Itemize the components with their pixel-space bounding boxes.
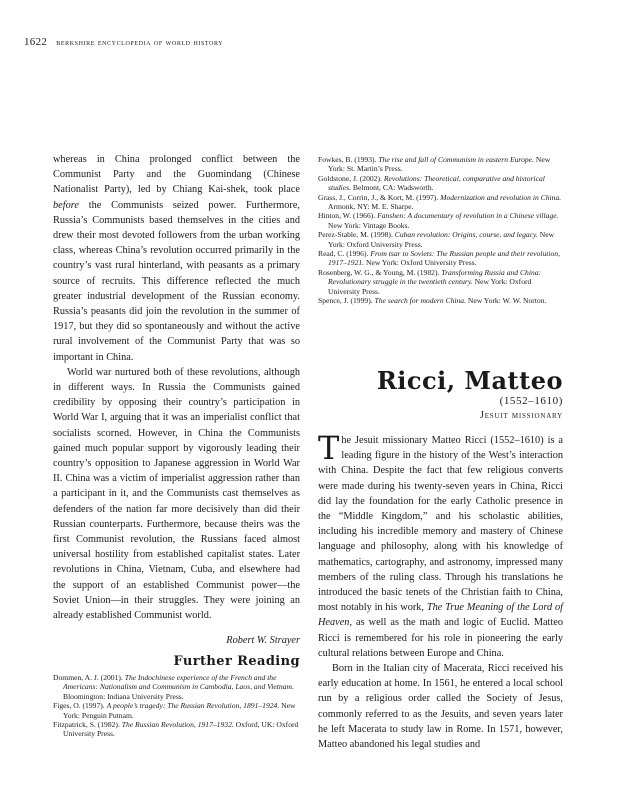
left-column (53, 152, 300, 649)
reference-item: Fitzpatrick, S. (1982). The Russian Revolution, 1917–1932. Oxford, UK: Oxford University Press. (53, 720, 299, 739)
left-paragraph-2: World war nurtured both of these revolutions, although in different ways. In Russia the Communists gained credibility by opposing their country’s participation in World War I, arguing that it was an imperialist conflict that socialists scorned. However, in China the Communists gained much popular support by vigorously leading their country’s opposition to Japanese aggression in World War II. China was a victim of imperialist aggression rather than a participant in it, and the Communists cast themselves as defenders of the nation far more decisively than did their Russian counterparts. Furthermore, because theirs was the first Communist revolution, the Russians faced almost universal hostility from established capitalist states. Later revolutions in China, Vietnam, Cuba, and elsewhere had the support of an established Communist power—the Soviet Union—in their struggles. They were joining an already established Communist world. (53, 366, 300, 622)
left-paragraph-1: whereas in China prolonged conflict between the Communist Party and the Guomindang (Chinese Nationalist Party), led by Chiang Kai-shek, took place before the Communists seized power. Furthermore, Russia’s Communists based themselves in the cities and drew their most devoted followers from the urban working class, whereas China’s revolution occurred primarily in the country’s vast rural hinterland, with peasants as a primary source of recruits. This difference reflected the much greater industrial development of the Russian economy. Russia’s peasants did join the revolution in the summer of 1917, but they did so spontaneously and without the active rural involvement of the Communist Party that was so important in China. (53, 154, 300, 363)
reference-item: Read, C. (1996). From tsar to Soviets: The Russian people and their revolution, 1917–1921. New York: Oxford University Press. (318, 249, 560, 268)
article-paragraph-2: Born in the Italian city of Macerata, Ricci received his early education at home. In 1561, he entered a local school run by a religious order called the Society of Jesus, commonly referred to as the Jesuits, and seven years later he left Macerata to study law in Rome. In 1571, however, Matteo abandoned his legal studies and (318, 663, 563, 751)
book-title: berkshire encyclopedia of world history (56, 37, 224, 47)
author-byline: Robert W. Strayer (226, 635, 300, 647)
reference-item: Hinton, W. (1966). Fanshen: A documentary of revolution in a Chinese village. New York: Vintage Books. (318, 211, 559, 230)
reference-item: Dommen, A. J. (2001). The Indochinese experience of the French and the Americans: Nationalism and Communism in Cambodia, Laos, and Vietnam. Bloomington: Indiana University Press. (53, 673, 294, 701)
page-number: 1622 (24, 36, 48, 48)
references-left (53, 673, 300, 739)
article-subtitle: Jesuit missionary (480, 410, 563, 421)
reference-item: Grass, J., Corrin, J., & Kort, M. (1997). Modernization and revolution in China. Armonk, NY: M. E. Sharpe. (318, 192, 562, 212)
running-head (24, 36, 223, 48)
article-title: Ricci, Matteo (376, 366, 563, 395)
reference-item: Figes, O. (1997). A people’s tragedy: The Russian Revolution, 1891–1924. New York: Penguin Putnam. (53, 701, 296, 720)
article-dates: (1552–1610) (499, 395, 563, 407)
reference-item: Fowkes, B. (1993). The rise and fall of Communism in eastern Europe. New York: St. Martin’s Press. (318, 155, 551, 174)
references-right (318, 155, 563, 306)
article-paragraph-1: The Jesuit missionary Matteo Ricci (1552–1610) is a leading figure in the history of the West’s interaction with China. Despite the fact that few religious converts were made during his twenty-seven years in China, Ricci did lay the foundation for the early Catholic presence in the “Middle Kingdom,” and his scholastic abilities, including his incredible memory and mastery of Chinese language and philosophy, along with his knowledge of mathematics, cartography, and astronomy, impressed many members of the ruling class. Through his translations he introduced the basic tenets of the Christian faith to China, most notably in his work, The True Meaning of the Lord of Heaven, as well as the math and logic of Euclid. Matteo Ricci is remembered for his role in pioneering the early cultural relations between Europe and China. (318, 429, 564, 659)
drop-cap: T (318, 429, 340, 467)
reference-item: Goldstone, J. (2002). Revolutions: Theoretical, comparative and historical studies. Belmont, CA: Wadsworth. (318, 173, 545, 193)
article-body (318, 429, 564, 752)
reference-item: Perez-Stable, M. (1998). Cuban revolution: Origins, course, and legacy. New York: Oxford University Press. (318, 230, 555, 249)
reference-item: Spence, J. (1999). The search for modern China. New York: W. W. Norton. (318, 296, 547, 306)
reference-item: Rosenberg, W. G., & Young, M. (1982). Transforming Russia and China: Revolutionary struggle in the twentieth century. New York: Oxford University Press. (318, 267, 542, 296)
further-reading-heading: Further Reading (173, 654, 300, 669)
